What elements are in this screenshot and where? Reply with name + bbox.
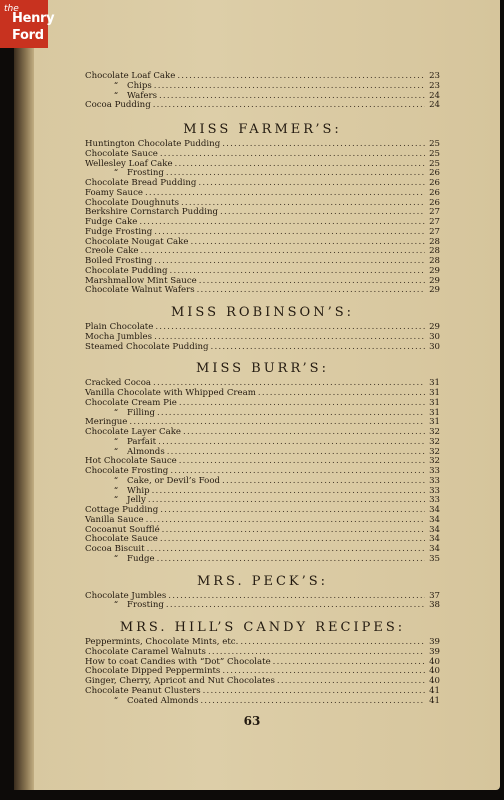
toc-entry-label	[85, 601, 164, 611]
ditto-mark: “	[113, 436, 119, 447]
toc-entry-title: Mocha Jumbles	[85, 331, 153, 342]
ditto-mark: “	[113, 553, 119, 564]
dot-leader	[277, 677, 425, 687]
dot-leader	[197, 286, 425, 296]
toc-entry-title: Wellesley Loaf Cake	[85, 158, 173, 169]
toc-entry	[85, 286, 440, 296]
dot-leader	[159, 92, 425, 102]
toc-entry-page: 32	[429, 446, 440, 457]
ditto-mark: “	[113, 80, 119, 91]
toc-entry-page: 33	[429, 495, 440, 506]
toc-entry-label	[85, 477, 220, 487]
toc-entry-title: Chocolate Caramel Walnuts	[85, 646, 206, 657]
ditto-mark: “	[113, 446, 119, 457]
dot-leader	[179, 399, 425, 409]
toc-entry-title: Chocolate Dipped Peppermints	[85, 666, 221, 677]
ditto-mark: “	[113, 168, 119, 179]
toc-entry-title: Whip	[127, 485, 150, 496]
dot-leader	[147, 545, 425, 555]
toc-entry-page: 40	[429, 676, 440, 686]
dot-leader	[177, 72, 425, 82]
toc-entry-page: 27	[429, 217, 440, 227]
toc-entry-title: Huntington Chocolate Pudding	[85, 139, 221, 149]
toc-entry-page: 27	[429, 207, 440, 218]
dot-leader	[199, 277, 425, 287]
dot-leader	[222, 477, 425, 487]
toc-entry-title: Chocolate Sauce	[85, 534, 158, 545]
dot-leader	[190, 238, 425, 248]
toc-entry-title: Wafers	[127, 90, 157, 101]
toc-entry	[85, 601, 440, 611]
toc-entry-page: 26	[429, 197, 440, 208]
dot-leader	[154, 257, 425, 267]
toc-entry-page: 29	[429, 265, 440, 276]
toc-entry-title: Hot Chocolate Sauce	[85, 456, 177, 467]
page-number: 63	[243, 714, 261, 728]
toc-entry-page: 26	[429, 187, 440, 198]
dot-leader	[198, 179, 425, 189]
toc-entry-title: Peppermints, Chocolate Mints, etc.	[85, 637, 239, 647]
toc-entry-title: Fudge Cake	[85, 217, 138, 227]
toc-entry-title: Chips	[127, 80, 152, 91]
toc-entry-title: Berkshire Cornstarch Pudding	[85, 207, 219, 218]
section-heading: MISS BURR’S:	[196, 361, 329, 377]
toc-entry	[85, 697, 440, 707]
toc-entry-page: 38	[429, 600, 440, 611]
dot-leader	[175, 160, 425, 170]
toc-entry-page: 29	[429, 275, 440, 286]
toc-entry-page: 34	[429, 544, 440, 554]
toc-entry-page: 31	[429, 388, 440, 398]
dot-leader	[200, 697, 425, 707]
toc-entry-page: 24	[429, 90, 440, 101]
toc-entry-page: 28	[429, 236, 440, 247]
toc-entry-page: 31	[429, 378, 440, 389]
toc-entry	[85, 409, 440, 419]
logo-text-ford: Ford	[12, 28, 44, 43]
toc-entry-title: Chocolate Cream Pie	[85, 397, 177, 408]
toc-entry-page: 32	[429, 427, 440, 437]
toc-entry-title: Fudge	[127, 553, 155, 564]
section-heading: MISS FARMER’S:	[183, 122, 342, 137]
toc-entry-title: Coated Almonds	[127, 695, 199, 706]
toc-entry-title: Cottage Pudding	[85, 505, 159, 515]
toc-entry-title: Chocolate Loaf Cake	[85, 71, 176, 81]
dot-leader	[160, 535, 425, 545]
toc-entry-title: Vanilla Chocolate with Whipped Cream	[85, 388, 256, 398]
section-heading: MRS. PECK’S:	[196, 573, 329, 589]
toc-entry-page: 26	[429, 168, 440, 179]
toc-entry-title: Fudge Frosting	[85, 226, 153, 237]
dot-leader	[183, 428, 425, 438]
toc-entry-title: Chocolate Sauce	[85, 148, 158, 159]
dot-leader	[222, 140, 425, 150]
toc-entry-page: 34	[429, 524, 440, 535]
toc-entry-title: Chocolate Peanut Clusters	[85, 685, 201, 696]
toc-entry	[85, 208, 440, 218]
toc-entry-page: 35	[429, 553, 440, 564]
toc-entry-title: Parfait	[127, 436, 157, 447]
toc-entry-title: Meringue	[85, 417, 128, 428]
toc-entry-title: Cocoa Pudding	[85, 100, 151, 111]
toc-entry-title: Creole Cake	[85, 246, 139, 257]
dot-leader	[167, 448, 425, 458]
toc-entry-page: 33	[429, 485, 440, 496]
toc-entry-title: How to coat Candies with “Dot” Chocolate	[85, 656, 271, 667]
dot-leader	[139, 218, 425, 228]
toc-entry-page: 31	[429, 397, 440, 408]
logo-text-henry: Henry	[12, 11, 55, 26]
dot-leader	[141, 247, 425, 257]
toc-entry-page: 25	[429, 148, 440, 159]
dot-leader	[152, 487, 425, 497]
toc-entry-title: Chocolate Frosting	[85, 466, 169, 476]
dot-leader	[157, 555, 425, 565]
dot-leader	[160, 150, 425, 160]
dot-leader	[166, 601, 425, 611]
toc-entry-label	[85, 697, 198, 707]
toc-entry	[85, 343, 440, 353]
toc-entry-page: 34	[429, 514, 440, 525]
toc-entry-title: Boiled Frosting	[85, 256, 153, 266]
dot-leader	[240, 638, 425, 648]
dot-leader	[155, 323, 425, 333]
dot-leader	[154, 228, 425, 238]
ditto-mark: “	[113, 90, 119, 101]
toc-entry-title: Foamy Sauce	[85, 187, 143, 198]
toc-entry	[85, 101, 440, 111]
toc-entry-label	[85, 555, 155, 565]
toc-entry-title: Marshmallow Mint Sauce	[85, 275, 197, 286]
dot-leader	[146, 516, 425, 526]
toc-entry-title: Chocolate Walnut Wafers	[85, 285, 195, 296]
toc-entry-page: 26	[429, 178, 440, 188]
dot-leader	[162, 526, 425, 536]
ditto-mark: “	[113, 475, 119, 486]
toc-entry-title: Plain Chocolate	[85, 322, 154, 332]
toc-entry-label	[85, 101, 151, 111]
toc-entry-title: Frosting	[127, 600, 164, 611]
toc-entry-title: Cake, or Devil’s Food	[127, 475, 221, 486]
toc-entry-page: 23	[429, 71, 440, 81]
toc-entry-page: 24	[429, 100, 440, 111]
toc-entry-title: Ginger, Cherry, Apricot and Nut Chocolates	[85, 676, 275, 686]
toc-entry-page: 25	[429, 139, 440, 149]
toc-entry-page: 39	[429, 637, 440, 647]
toc-entry-title: Chocolate Pudding	[85, 265, 168, 276]
dot-leader	[179, 457, 425, 467]
toc-entry-page: 30	[429, 331, 440, 342]
ditto-mark: “	[113, 695, 119, 706]
dot-leader	[168, 592, 425, 602]
toc-entry-page: 33	[429, 466, 440, 476]
dot-leader	[166, 169, 425, 179]
ditto-mark: “	[113, 407, 119, 418]
toc-entry-page: 31	[429, 417, 440, 428]
toc-entry-page: 29	[429, 322, 440, 332]
toc-entry-page: 30	[429, 341, 440, 352]
dot-leader	[148, 496, 425, 506]
dot-leader	[158, 438, 425, 448]
toc-entry-label	[85, 343, 209, 353]
toc-entry-page: 39	[429, 646, 440, 657]
toc-entry-page: 40	[429, 666, 440, 677]
toc-entry-title: Chocolate Layer Cake	[85, 427, 182, 437]
toc-entry-page: 29	[429, 285, 440, 296]
henry-ford-logo	[0, 0, 55, 48]
toc-entry-title: Frosting	[127, 168, 164, 179]
toc-entry-page: 33	[429, 475, 440, 486]
dot-leader	[258, 389, 425, 399]
toc-entry-title: Cracked Cocoa	[85, 378, 152, 389]
dot-leader	[154, 82, 425, 92]
toc-entry-title: Steamed Chocolate Pudding	[85, 341, 209, 352]
toc-entry-page: 34	[429, 534, 440, 545]
toc-entry-page: 31	[429, 407, 440, 418]
dot-leader	[153, 101, 425, 111]
toc-entry-page: 41	[429, 685, 440, 696]
dot-leader	[273, 658, 425, 668]
toc-entry-title: Filling	[127, 407, 155, 418]
section-heading: MRS. HILL’S CANDY RECIPES:	[119, 620, 406, 635]
toc-entry-title: Chocolate Jumbles	[85, 590, 167, 601]
toc-entry-page: 34	[429, 505, 440, 515]
toc-entry-page: 28	[429, 246, 440, 257]
dot-leader	[157, 409, 425, 419]
toc-entry-page: 32	[429, 456, 440, 467]
logo-text-the: the	[4, 4, 19, 14]
toc-entry-page: 25	[429, 158, 440, 169]
toc-entry-page: 28	[429, 256, 440, 266]
toc-entry-page: 32	[429, 436, 440, 447]
section-heading: MISS ROBINSON’S:	[170, 305, 355, 320]
toc-entry-title: Jelly	[127, 495, 146, 506]
toc-entry-title: Cocoanut Soufflé	[85, 524, 160, 535]
dot-leader	[211, 343, 425, 353]
toc-entry-title: Chocolate Nougat Cake	[85, 236, 189, 247]
toc-entry-page: 41	[429, 695, 440, 706]
toc-entry-title: Chocolate Doughnuts	[85, 197, 179, 208]
toc-entry	[85, 555, 440, 565]
ditto-mark: “	[113, 495, 119, 506]
dot-leader	[220, 208, 425, 218]
ditto-mark: “	[113, 600, 119, 611]
toc-entry-title: Vanilla Sauce	[85, 514, 144, 525]
ditto-mark: “	[113, 485, 119, 496]
dot-leader	[145, 189, 425, 199]
toc-entry-page: 23	[429, 80, 440, 91]
toc-entry-title: Cocoa Biscuit	[85, 544, 145, 554]
dot-leader	[160, 506, 425, 516]
toc-entry-title: Chocolate Bread Pudding	[85, 178, 197, 188]
dot-leader	[170, 267, 425, 277]
toc-entry-title: Almonds	[127, 446, 165, 457]
toc-entry-page: 40	[429, 656, 440, 667]
toc-entry-label	[85, 286, 195, 296]
book-spine-shadow	[14, 0, 34, 790]
toc-entry-page: 27	[429, 226, 440, 237]
dot-leader	[203, 687, 425, 697]
toc-entry-page: 37	[429, 590, 440, 601]
table-of-contents	[85, 72, 440, 706]
